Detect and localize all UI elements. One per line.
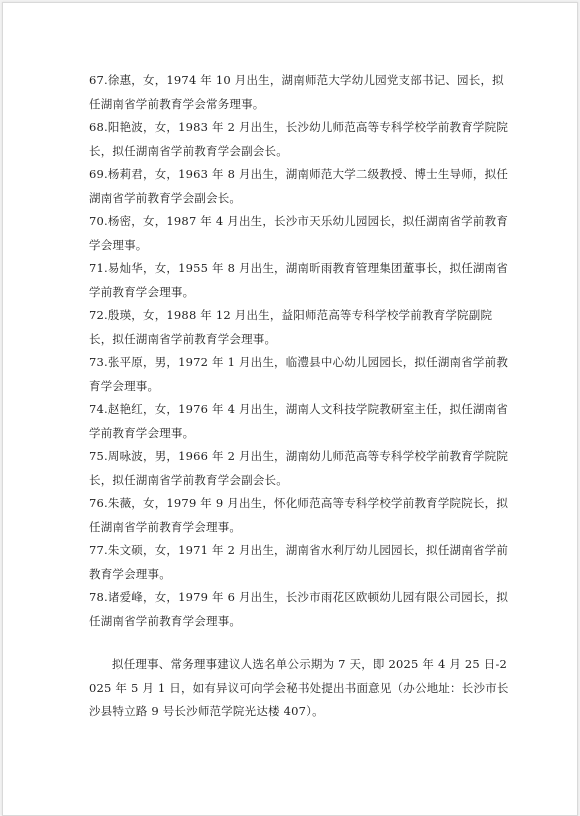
candidate-entry-77: 77.朱文硕，女，1971 年 2 月出生，湖南省水利厅幼儿园园长，拟任湖南省学前教育学会理事。 bbox=[89, 543, 509, 581]
candidate-entry-73: 73.张平原，男，1972 年 1 月出生，临澧县中心幼儿园园长，拟任湖南省学前教育学会理事。 bbox=[89, 355, 509, 393]
candidate-entry-68: 68.阳艳波，女，1983 年 2 月出生，长沙幼儿师范高等专科学校学前教育学院院长，拟任湖南省学前教育学会副会长。 bbox=[89, 120, 509, 158]
document-content bbox=[89, 69, 509, 724]
publicity-note: 拟任理事、常务理事建议人选名单公示期为 7 天，即 2025 年 4 月 25 日-2025 年 5 月 1 日，如有异议可向学会秘书处提出书面意见（办公地址：长沙市长沙县特立路 9 号长沙师范学院光达楼 407）。 bbox=[89, 657, 509, 718]
candidate-entry-75: 75.周咏波，男，1966 年 2 月出生，湖南幼儿师范高等专科学校学前教育学院院长，拟任湖南省学前教育学会副会长。 bbox=[89, 449, 509, 487]
candidate-entry-71: 71.易灿华，女，1955 年 8 月出生，湖南昕雨教育管理集团董事长，拟任湖南省学前教育学会理事。 bbox=[89, 261, 509, 299]
candidate-entry-67: 67.徐惠，女，1974 年 10 月出生，湖南师范大学幼儿园党支部书记、园长，拟任湖南省学前教育学会常务理事。 bbox=[89, 73, 504, 111]
candidate-entry-70: 70.杨密，女，1987 年 4 月出生，长沙市天乐幼儿园园长，拟任湖南省学前教育学会理事。 bbox=[89, 214, 509, 252]
candidate-entry-76: 76.朱薇，女，1979 年 9 月出生，怀化师范高等专科学校学前教育学院院长，拟任湖南省学前教育学会理事。 bbox=[89, 496, 509, 534]
document-page bbox=[2, 2, 578, 816]
candidate-entry-72: 72.殷瑛，女，1988 年 12 月出生，益阳师范高等专科学校学前教育学院副院长，拟任湖南省学前教育学会理事。 bbox=[89, 308, 493, 346]
candidate-entry-78: 78.诸爱峰，女，1979 年 6 月出生，长沙市雨花区欧顿幼儿园有限公司园长，拟任湖南省学前教育学会理事。 bbox=[89, 590, 509, 628]
candidate-entry-74: 74.赵艳红，女，1976 年 4 月出生，湖南人文科技学院教研室主任，拟任湖南省学前教育学会理事。 bbox=[89, 402, 509, 440]
candidate-entry-69: 69.杨莉君，女，1963 年 8 月出生，湖南师范大学二级教授、博士生导师，拟任湖南省学前教育学会副会长。 bbox=[89, 167, 509, 205]
